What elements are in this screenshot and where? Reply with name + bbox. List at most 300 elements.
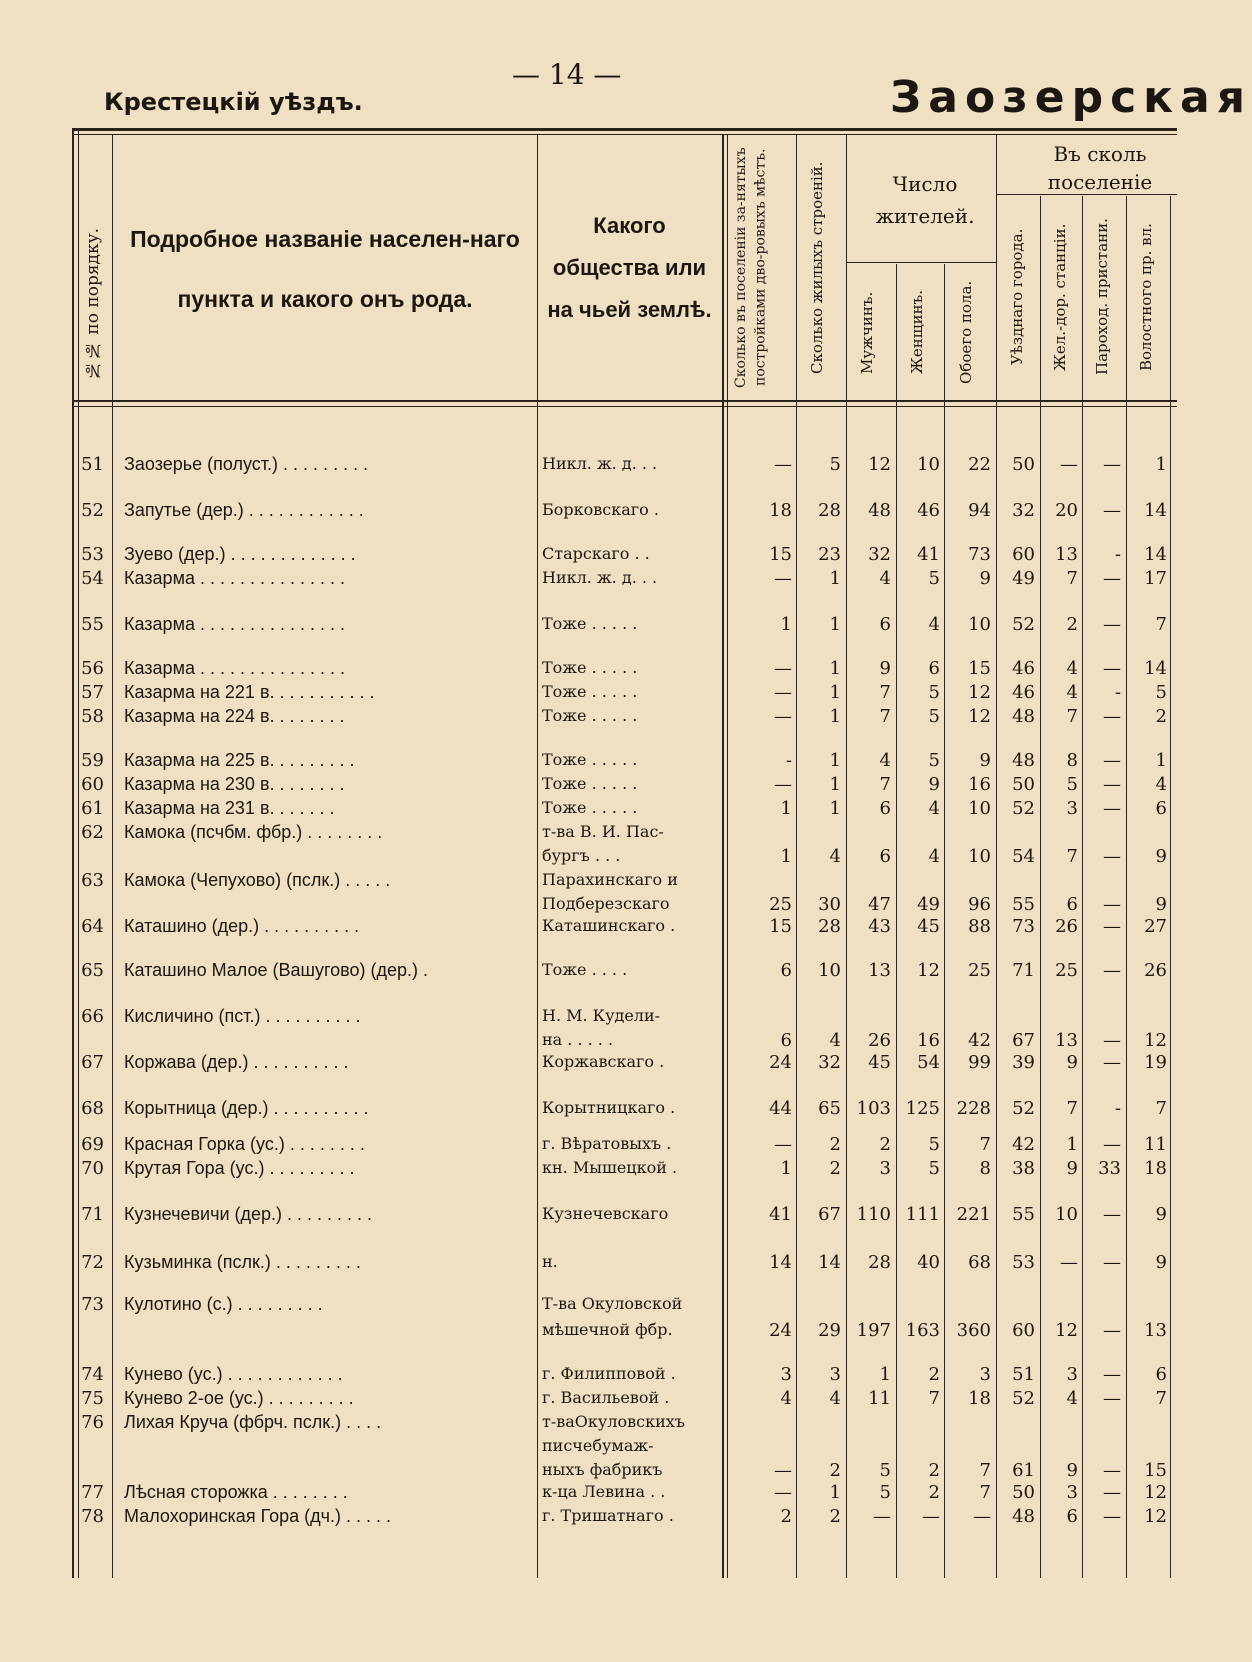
- cell-soc: бургъ . . .: [542, 846, 621, 865]
- table-row: [0, 614, 1177, 638]
- cell-b: 28: [818, 916, 841, 937]
- header-volost-board: Волостного пр. вл.: [1137, 223, 1155, 371]
- cell-w: 5: [928, 1134, 940, 1155]
- cell-t: 99: [968, 1052, 991, 1073]
- table-row: [0, 1506, 1177, 1530]
- cell-w: 5: [928, 568, 940, 589]
- cell-d1: 55: [1012, 894, 1035, 915]
- cell-m: 3: [879, 1158, 891, 1179]
- table-row: [0, 846, 1177, 870]
- cell-t: 7: [979, 1460, 991, 1481]
- cell-b: 1: [829, 614, 841, 635]
- header-inhabitants: Число жителей.: [875, 172, 975, 228]
- cell-w: 9: [928, 774, 940, 795]
- table-row: [0, 544, 1177, 568]
- cell-w: 12: [917, 960, 940, 981]
- cell-no: 60: [81, 774, 104, 795]
- cell-d3: —: [1103, 658, 1121, 679]
- cell-soc: Тоже . . . . .: [542, 774, 638, 793]
- cell-d1: 50: [1012, 774, 1035, 795]
- cell-name: Лѣсная сторожка . . . . . . . .: [124, 1482, 348, 1502]
- cell-no: 65: [81, 960, 104, 981]
- cell-name: Казарма . . . . . . . . . . . . . . .: [124, 658, 345, 678]
- cell-w: 163: [905, 1320, 940, 1341]
- cell-soc: Корытницкаго .: [542, 1098, 676, 1117]
- cell-b: 4: [829, 1388, 841, 1409]
- cell-d1: 49: [1012, 568, 1035, 589]
- cell-a: 1: [780, 614, 792, 635]
- cell-b: 29: [818, 1320, 841, 1341]
- cell-m: 5: [879, 1460, 891, 1481]
- cell-name: Казарма на 224 в. . . . . . . .: [124, 706, 345, 726]
- table-row: [0, 454, 1177, 478]
- cell-m: 197: [856, 1320, 891, 1341]
- cell-d4: 18: [1144, 1158, 1167, 1179]
- cell-m: 6: [879, 614, 891, 635]
- cell-a: —: [774, 1134, 792, 1155]
- cell-b: 14: [818, 1252, 841, 1273]
- cell-d4: 14: [1144, 658, 1167, 679]
- cell-a: 1: [780, 798, 792, 819]
- cell-b: 1: [829, 682, 841, 703]
- cell-no: 55: [81, 614, 104, 635]
- header-both: Обоего пола.: [957, 280, 975, 385]
- cell-d2: 4: [1066, 1388, 1078, 1409]
- cell-a: —: [774, 706, 792, 727]
- cell-m: 6: [879, 846, 891, 867]
- cell-d1: 52: [1012, 1098, 1035, 1119]
- cell-d4: 5: [1155, 682, 1167, 703]
- cell-d2: 3: [1066, 798, 1078, 819]
- cell-d3: —: [1103, 1482, 1121, 1503]
- header-distance: Въ сколь поселеніе: [1047, 142, 1153, 194]
- cell-d4: 14: [1144, 544, 1167, 565]
- cell-name: Каташино (дер.) . . . . . . . . . .: [124, 916, 360, 936]
- cell-d4: 4: [1155, 774, 1167, 795]
- cell-name: Камока (Чепухово) (пслк.) . . . . .: [124, 870, 391, 890]
- cell-w: 41: [917, 544, 940, 565]
- table-row: [0, 1482, 1177, 1506]
- cell-a: 1: [780, 846, 792, 867]
- header-steam-pier: Пароход. пристани.: [1093, 218, 1111, 376]
- cell-t: 88: [968, 916, 991, 937]
- cell-soc: г. Вѣратовыхъ .: [542, 1134, 672, 1153]
- cell-d1: 60: [1012, 1320, 1035, 1341]
- table-row: [0, 774, 1177, 798]
- cell-w: 5: [928, 682, 940, 703]
- cell-m: 2: [879, 1134, 891, 1155]
- cell-m: 6: [879, 798, 891, 819]
- header-women: Женщинъ.: [908, 290, 926, 375]
- cell-d4: 1: [1155, 750, 1167, 771]
- cell-name: Заозерье (полуст.) . . . . . . . . .: [124, 454, 369, 474]
- district-title: Крестецкій уѣздъ.: [104, 88, 363, 116]
- cell-no: 75: [81, 1388, 104, 1409]
- cell-d4: 9: [1155, 1204, 1167, 1225]
- cell-b: 2: [829, 1158, 841, 1179]
- cell-d1: 54: [1012, 846, 1035, 867]
- cell-w: 2: [928, 1482, 940, 1503]
- cell-soc: Парахинскаго и: [542, 870, 678, 889]
- cell-soc: к-ца Левина . .: [542, 1482, 666, 1501]
- cell-soc: т-ваОкуловскихъ: [542, 1412, 685, 1431]
- cell-m: 110: [856, 1204, 891, 1225]
- cell-d3: —: [1103, 614, 1121, 635]
- cell-soc: т-ва В. И. Пас-: [542, 822, 664, 841]
- cell-d3: —: [1103, 454, 1121, 475]
- cell-no: 64: [81, 916, 104, 937]
- cell-d2: 2: [1066, 614, 1078, 635]
- cell-d2: 5: [1066, 774, 1078, 795]
- cell-d2: —: [1060, 1252, 1078, 1273]
- cell-t: 8: [979, 1158, 991, 1179]
- cell-w: 5: [928, 750, 940, 771]
- table-row: [0, 798, 1177, 822]
- cell-name: Крутая Гора (ус.) . . . . . . . . .: [124, 1158, 355, 1178]
- cell-d1: 67: [1012, 1030, 1035, 1051]
- cell-b: 4: [829, 1030, 841, 1051]
- cell-soc: Тоже . . . . .: [542, 658, 638, 677]
- cell-d3: 33: [1098, 1158, 1121, 1179]
- cell-soc: Т-ва Окуловской: [542, 1294, 683, 1313]
- cell-no: 63: [81, 870, 104, 891]
- table-row: [0, 1388, 1177, 1412]
- cell-b: 2: [829, 1460, 841, 1481]
- cell-a: —: [774, 1460, 792, 1481]
- cell-b: 1: [829, 568, 841, 589]
- cell-d2: 8: [1066, 750, 1078, 771]
- cell-no: 68: [81, 1098, 104, 1119]
- cell-soc: Никл. ж. д. . .: [542, 454, 658, 473]
- cell-d4: 7: [1155, 1098, 1167, 1119]
- cell-b: 2: [829, 1134, 841, 1155]
- cell-w: 5: [928, 1158, 940, 1179]
- cell-d3: -: [1114, 544, 1121, 565]
- cell-d4: 7: [1155, 1388, 1167, 1409]
- cell-soc: Тоже . . . . .: [542, 682, 638, 701]
- cell-w: 45: [917, 916, 940, 937]
- cell-b: 1: [829, 1482, 841, 1503]
- cell-d2: 7: [1066, 568, 1078, 589]
- cell-name: Казарма на 230 в. . . . . . . .: [124, 774, 345, 794]
- cell-soc: Никл. ж. д. . .: [542, 568, 658, 587]
- cell-d3: —: [1103, 1460, 1121, 1481]
- cell-d3: —: [1103, 916, 1121, 937]
- cell-w: —: [922, 1506, 940, 1527]
- cell-b: 65: [818, 1098, 841, 1119]
- cell-w: 4: [928, 798, 940, 819]
- cell-d4: 9: [1155, 846, 1167, 867]
- cell-a: 6: [780, 1030, 792, 1051]
- cell-no: 53: [81, 544, 104, 565]
- cell-soc: на . . . . .: [542, 1030, 614, 1049]
- cell-t: —: [973, 1506, 991, 1527]
- cell-t: 7: [979, 1134, 991, 1155]
- cell-no: 52: [81, 500, 104, 521]
- cell-a: —: [774, 682, 792, 703]
- table-row: [0, 750, 1177, 774]
- cell-b: 1: [829, 798, 841, 819]
- cell-m: 12: [868, 454, 891, 475]
- cell-d1: 51: [1012, 1364, 1035, 1385]
- cell-no: 71: [81, 1204, 104, 1225]
- cell-no: 72: [81, 1252, 104, 1273]
- cell-soc: Старскаго . .: [542, 544, 650, 563]
- cell-a: 41: [769, 1204, 792, 1225]
- cell-no: 73: [81, 1294, 104, 1315]
- cell-soc: Кузнечевскаго: [542, 1204, 669, 1223]
- cell-no: 76: [81, 1412, 104, 1433]
- cell-no: 57: [81, 682, 104, 703]
- cell-a: 1: [780, 1158, 792, 1179]
- cell-m: 4: [879, 568, 891, 589]
- cell-d3: —: [1103, 1320, 1121, 1341]
- header-place-name: Подробное названіе населен-наго пункта и какого онъ рода.: [130, 226, 520, 312]
- cell-a: —: [774, 658, 792, 679]
- cell-name: Кунево (ус.) . . . . . . . . . . . .: [124, 1364, 343, 1384]
- cell-w: 2: [928, 1460, 940, 1481]
- cell-w: 7: [928, 1388, 940, 1409]
- cell-a: 4: [780, 1388, 792, 1409]
- cell-d2: 9: [1066, 1460, 1078, 1481]
- cell-d3: —: [1103, 1252, 1121, 1273]
- cell-w: 40: [917, 1252, 940, 1273]
- cell-d2: 6: [1066, 894, 1078, 915]
- cell-t: 16: [968, 774, 991, 795]
- cell-no: 74: [81, 1364, 104, 1385]
- cell-soc: Н. М. Кудели-: [542, 1006, 661, 1025]
- cell-b: 23: [818, 544, 841, 565]
- cell-no: 78: [81, 1506, 104, 1527]
- cell-d1: 46: [1012, 682, 1035, 703]
- cell-no: 69: [81, 1134, 104, 1155]
- cell-soc: кн. Мышецкой .: [542, 1158, 678, 1177]
- cell-a: 6: [780, 960, 792, 981]
- cell-d4: 9: [1155, 1252, 1167, 1273]
- cell-d3: —: [1103, 798, 1121, 819]
- cell-d2: 9: [1066, 1158, 1078, 1179]
- cell-b: 67: [818, 1204, 841, 1225]
- table-row: [0, 1052, 1177, 1076]
- cell-soc: Каташинскаго .: [542, 916, 676, 935]
- cell-d3: —: [1103, 1204, 1121, 1225]
- cell-w: 2: [928, 1364, 940, 1385]
- cell-t: 18: [968, 1388, 991, 1409]
- cell-soc: Тоже . . . . .: [542, 614, 638, 633]
- cell-name: Кулотино (с.) . . . . . . . . .: [124, 1294, 323, 1314]
- header-rail-station: Жел.-дор. станціи.: [1051, 223, 1069, 371]
- cell-d1: 42: [1012, 1134, 1035, 1155]
- table-row: [0, 1158, 1177, 1182]
- cell-d2: 3: [1066, 1364, 1078, 1385]
- cell-d4: 12: [1144, 1506, 1167, 1527]
- cell-m: 47: [868, 894, 891, 915]
- table-row: [0, 1030, 1177, 1054]
- cell-no: 56: [81, 658, 104, 679]
- cell-d2: 6: [1066, 1506, 1078, 1527]
- cell-t: 360: [956, 1320, 991, 1341]
- cell-t: 73: [968, 544, 991, 565]
- cell-soc: Подберезскаго: [542, 894, 670, 913]
- cell-a: 18: [769, 500, 792, 521]
- cell-a: 2: [780, 1506, 792, 1527]
- cell-m: 1: [879, 1364, 891, 1385]
- table-row: [0, 822, 1177, 846]
- cell-t: 228: [956, 1098, 991, 1119]
- cell-name: Кузьминка (пслк.) . . . . . . . . .: [124, 1252, 361, 1272]
- cell-d2: 13: [1055, 544, 1078, 565]
- cell-d2: 9: [1066, 1052, 1078, 1073]
- cell-no: 62: [81, 822, 104, 843]
- cell-name: Корытница (дер.) . . . . . . . . . .: [124, 1098, 369, 1118]
- cell-no: 70: [81, 1158, 104, 1179]
- cell-t: 10: [968, 798, 991, 819]
- cell-d3: -: [1114, 682, 1121, 703]
- cell-w: 5: [928, 706, 940, 727]
- cell-m: —: [873, 1506, 891, 1527]
- cell-d1: 60: [1012, 544, 1035, 565]
- cell-a: 24: [769, 1052, 792, 1073]
- cell-d1: 48: [1012, 1506, 1035, 1527]
- table-row: [0, 916, 1177, 940]
- cell-a: —: [774, 774, 792, 795]
- cell-w: 125: [905, 1098, 940, 1119]
- cell-name: Красная Горка (ус.) . . . . . . . .: [124, 1134, 365, 1154]
- cell-soc: Борковскаго .: [542, 500, 659, 519]
- table-row: [0, 1320, 1177, 1344]
- cell-d4: 6: [1155, 798, 1167, 819]
- cell-no: 59: [81, 750, 104, 771]
- cell-b: 1: [829, 706, 841, 727]
- cell-t: 10: [968, 614, 991, 635]
- cell-b: 1: [829, 658, 841, 679]
- cell-name: Кунево 2-ое (ус.) . . . . . . . . .: [124, 1388, 354, 1408]
- cell-b: 1: [829, 774, 841, 795]
- cell-m: 7: [879, 706, 891, 727]
- header-men: Мужчинъ.: [858, 291, 876, 374]
- cell-m: 32: [868, 544, 891, 565]
- cell-d1: 73: [1012, 916, 1035, 937]
- cell-d2: 3: [1066, 1482, 1078, 1503]
- cell-d2: 4: [1066, 682, 1078, 703]
- header-county-town: Уѣзднаго города.: [1008, 228, 1026, 366]
- cell-m: 5: [879, 1482, 891, 1503]
- cell-d2: 20: [1055, 500, 1078, 521]
- cell-m: 4: [879, 750, 891, 771]
- table-row: [0, 960, 1177, 984]
- cell-d4: 13: [1144, 1320, 1167, 1341]
- cell-t: 10: [968, 846, 991, 867]
- cell-no: 77: [81, 1482, 104, 1503]
- cell-w: 6: [928, 658, 940, 679]
- cell-soc: г. Филипповой .: [542, 1364, 676, 1383]
- cell-w: 111: [905, 1204, 940, 1225]
- cell-a: -: [785, 750, 792, 771]
- cell-d3: —: [1103, 568, 1121, 589]
- cell-d4: 9: [1155, 894, 1167, 915]
- cell-t: 221: [956, 1204, 991, 1225]
- table-row: [0, 1252, 1177, 1276]
- cell-w: 49: [917, 894, 940, 915]
- cell-d1: 52: [1012, 1388, 1035, 1409]
- cell-w: 4: [928, 846, 940, 867]
- cell-d1: 71: [1012, 960, 1035, 981]
- cell-soc: Коржавскаго .: [542, 1052, 665, 1071]
- cell-w: 4: [928, 614, 940, 635]
- cell-a: —: [774, 454, 792, 475]
- cell-no: 54: [81, 568, 104, 589]
- cell-d3: —: [1103, 960, 1121, 981]
- cell-name: Лихая Круча (фбрч. пслк.) . . . .: [124, 1412, 382, 1432]
- header-order-no: №№ по порядку.: [83, 227, 103, 380]
- cell-d3: —: [1103, 1388, 1121, 1409]
- table-row: [0, 1460, 1177, 1484]
- cell-d1: 52: [1012, 798, 1035, 819]
- cell-m: 103: [856, 1098, 891, 1119]
- cell-d4: 12: [1144, 1482, 1167, 1503]
- cell-w: 46: [917, 500, 940, 521]
- cell-m: 26: [868, 1030, 891, 1051]
- cell-d4: 15: [1144, 1460, 1167, 1481]
- cell-t: 42: [968, 1030, 991, 1051]
- cell-d2: 26: [1055, 916, 1078, 937]
- header-dwellings: Сколько жилыхъ строеній.: [808, 161, 826, 374]
- cell-d1: 48: [1012, 750, 1035, 771]
- table-row: [0, 682, 1177, 706]
- cell-d3: —: [1103, 1030, 1121, 1051]
- cell-d1: 39: [1012, 1052, 1035, 1073]
- cell-soc: мѣшечной фбр.: [542, 1320, 673, 1339]
- cell-a: —: [774, 568, 792, 589]
- cell-t: 7: [979, 1482, 991, 1503]
- header-vacant-plots: Сколько въ поселеніи за-нятыхъ постройками дво-ровыхъ мѣстъ.: [733, 147, 769, 388]
- cell-t: 94: [968, 500, 991, 521]
- cell-t: 22: [968, 454, 991, 475]
- table-row: [0, 568, 1177, 592]
- cell-t: 96: [968, 894, 991, 915]
- cell-no: 61: [81, 798, 104, 819]
- table-row: [0, 1098, 1177, 1122]
- cell-d4: 19: [1144, 1052, 1167, 1073]
- table-row: [0, 1364, 1177, 1388]
- cell-soc: Тоже . . . .: [542, 960, 628, 979]
- cell-d3: —: [1103, 1052, 1121, 1073]
- table-row: [0, 658, 1177, 682]
- cell-m: 48: [868, 500, 891, 521]
- cell-b: 28: [818, 500, 841, 521]
- cell-d3: —: [1103, 774, 1121, 795]
- cell-m: 7: [879, 774, 891, 795]
- cell-a: 3: [780, 1364, 792, 1385]
- cell-no: 67: [81, 1052, 104, 1073]
- cell-soc: Тоже . . . . .: [542, 706, 638, 725]
- cell-d1: 55: [1012, 1204, 1035, 1225]
- cell-w: 54: [917, 1052, 940, 1073]
- cell-d2: 1: [1066, 1134, 1078, 1155]
- table-row: [0, 1294, 1177, 1318]
- cell-d3: —: [1103, 706, 1121, 727]
- cell-m: 11: [868, 1388, 891, 1409]
- table-row: [0, 706, 1177, 730]
- cell-soc: г. Васильевой .: [542, 1388, 670, 1407]
- cell-d4: 6: [1155, 1364, 1167, 1385]
- table-row: [0, 1204, 1177, 1228]
- table-row: [0, 1134, 1177, 1158]
- cell-a: 15: [769, 916, 792, 937]
- cell-d4: 17: [1144, 568, 1167, 589]
- cell-d3: —: [1103, 1364, 1121, 1385]
- cell-d1: 50: [1012, 454, 1035, 475]
